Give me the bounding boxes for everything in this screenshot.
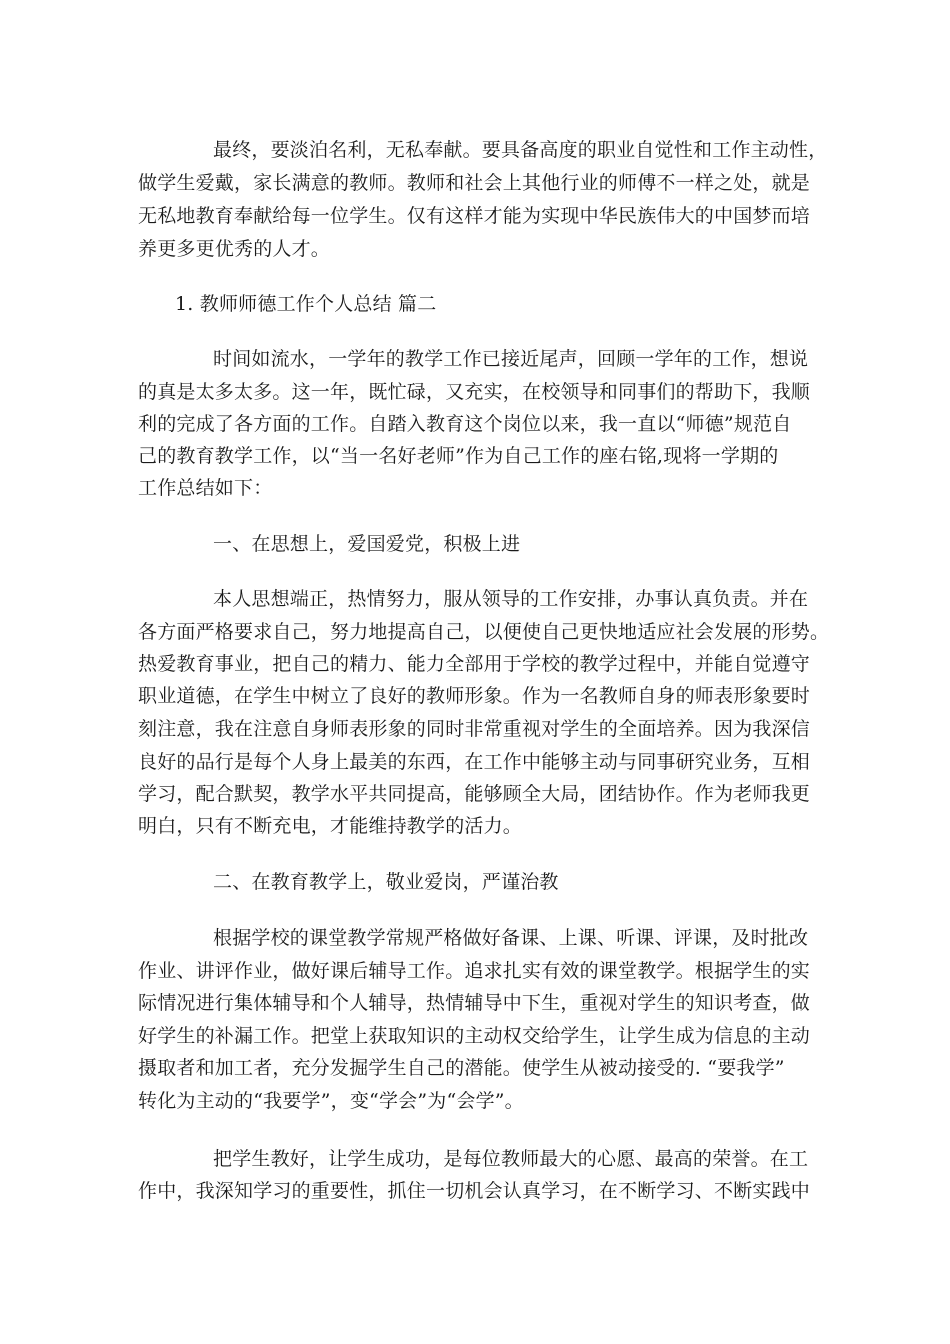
paragraph-4-line-2: 作业、讲评作业，做好课后辅导工作。追求扎实有效的课堂教学。根据学生的实 — [138, 960, 811, 982]
paragraph-5-line-1: 把学生教好，让学生成功，是每位教师最大的心愿、最高的荣誉。在工 — [213, 1148, 809, 1170]
paragraph-1-line-3: 无私地教育奉献给每一位学生。仅有这样才能为实现中华民族伟大的中国梦而培 — [138, 205, 811, 227]
paragraph-1-line-2: 做学生爱戴，家长满意的教师。教师和社会上其他行业的师傅不一样之处，就是 — [138, 172, 811, 194]
paragraph-3-line-4: 职业道德，在学生中树立了良好的教师形象。作为一名教师自身的师表形象要时 — [138, 685, 811, 707]
paragraph-3-line-5: 刻注意，我在注意自身师表形象的同时非常重视对学生的全面培养。因为我深信 — [138, 718, 811, 740]
paragraph-5-line-2: 作中，我深知学习的重要性，抓住一切机会认真学习，在不断学习、不断实践中 — [138, 1180, 811, 1202]
paragraph-3-line-7: 学习，配合默契，教学水平共同提高，能够顾全大局，团结协作。作为老师我更 — [138, 783, 811, 805]
paragraph-4-line-4: 好学生的补漏工作。把堂上获取知识的主动权交给学生，让学生成为信息的主动 — [138, 1025, 811, 1047]
paragraph-3-line-6: 良好的品行是每个人身上最美的东西，在工作中能够主动与同事研究业务，互相 — [138, 751, 811, 773]
paragraph-2-line-1: 时间如流水，一学年的教学工作已接近尾声，回顾一学年的工作，想说 — [213, 348, 809, 370]
paragraph-4-line-3: 际情况进行集体辅导和个人辅导，热情辅导中下生，重视对学生的知识考查，做 — [138, 992, 811, 1014]
paragraph-3-line-2: 各方面严格要求自己，努力地提高自己，以便使自己更快地适应社会发展的形势。 — [138, 621, 830, 643]
paragraph-4-line-5: 摄取者和加工者，充分发掘学生自己的潜能。使学生从被动接受的. “要我学” — [138, 1057, 785, 1079]
paragraph-2-line-3: 利的完成了各方面的工作。自踏入教育这个岗位以来，我一直以“师德”规范自 — [138, 413, 792, 435]
paragraph-2-line-2: 的真是太多太多。这一年，既忙碌，又充实，在校领导和同事们的帮助下，我顺 — [138, 381, 811, 403]
paragraph-2-line-5: 工作总结如下： — [138, 477, 273, 499]
paragraph-3-line-1: 本人思想端正，热情努力，服从领导的工作安排，办事认真负责。并在 — [213, 588, 809, 610]
section-title-2: 二、在教育教学上，敬业爱岗，严谨治教 — [213, 871, 559, 893]
paragraph-4-line-1: 根据学校的课堂教学常规严格做好备课、上课、听课、评课，及时批改 — [213, 927, 809, 949]
paragraph-1-line-1: 最终，要淡泊名利，无私奉献。要具备高度的职业自觉性和工作主动性， — [213, 139, 828, 161]
paragraph-3-line-3: 热爱教育事业，把自己的精力、能力全部用于学校的教学过程中，并能自觉遵守 — [138, 653, 811, 675]
paragraph-1-line-4: 养更多更优秀的人才。 — [138, 238, 331, 260]
paragraph-4-line-6: 转化为主动的“我要学”，变“学会”为“会学”。 — [138, 1090, 524, 1112]
paragraph-3-line-8: 明白，只有不断充电，才能维持教学的活力。 — [138, 815, 523, 837]
section-title-1: 一、在思想上，爱国爱党，积极上进 — [213, 533, 521, 555]
section-heading-1: 1. 教师师德工作个人总结 篇二 — [175, 293, 437, 315]
paragraph-2-line-4: 己的教育教学工作，以“当一名好老师”作为自己工作的座右铭,现将一学期的 — [138, 445, 779, 467]
